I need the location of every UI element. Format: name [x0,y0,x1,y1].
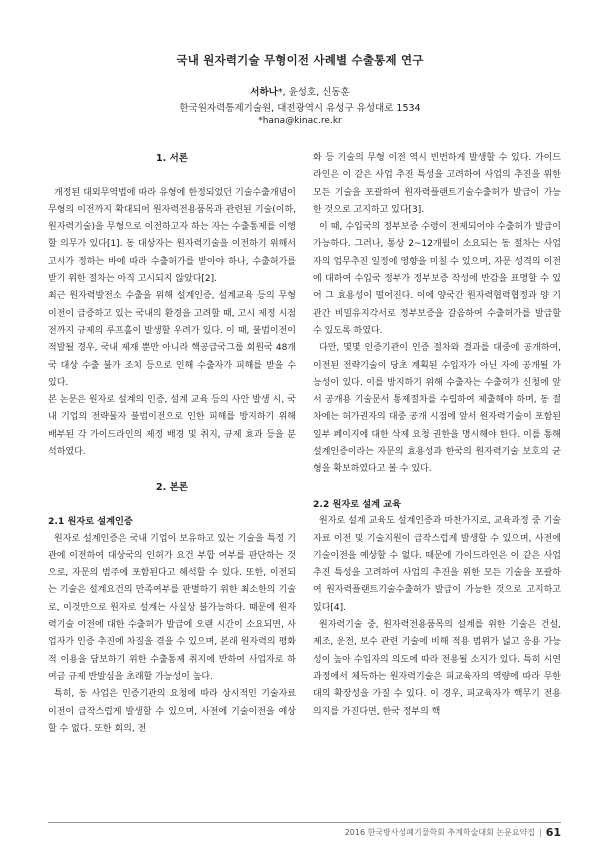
paragraph: 원자로 설계 교육도 설계인증과 마찬가지로, 교육과정 중 기술자료 이전 및 기술지원이 급작스럽게 발생할 수 있으며, 사전에 기술이전을 예상할 수 없다. 때문에 가이드라인은 이 같은 사업 추진 특성을 고려하여 사업의 추진을 위한 모든 기술을 포괄하여 원자력플랜트기술수출허가 발급이 가능한 것으로 고지하고 있다[4]. [313,516,561,613]
left-column [48,150,296,738]
paper-title: 국내 원자력기술 무형이전 사례별 수출통제 연구 [176,53,424,67]
paragraph: 본 논문은 원자로 설계의 인증, 설계 교육 등의 사안 발생 시, 국내 기업의 전략물자 불법이전으로 인한 피해를 방지하기 위해 배부된 각 가이드라인의 제정 배경 및 취지, 규제 효과 등을 분석하였다. [48,395,296,458]
section-heading-introduction: 1. 서론 [156,153,188,164]
affiliation: 한국원자력통제기술원, 대전광역시 유성구 유성대로 1534 [179,103,421,114]
paragraph: 최근 원자력발전소 수출을 위해 설계인증, 설계교육 등의 무형이전이 급증하고 있는 국내의 환경을 고려할 때, 고시 제정 시점 전까지 규제의 루프홀이 발생할 우려가 있다. 이 때, 불법이전이 적발될 경우, 국내 제재 뿐만 아니라 핵공급국그룹 회원국 48개국 대상 수출 불가 조치 등으로 인해 수출자가 피해를 받을 수 있다. [48,291,296,388]
corresponding-author: 서하나 [250,87,278,98]
subsection-heading-design-education: 2.2 원자로 설계 교육 [313,498,401,510]
subsection-heading-design-certification: 2.1 원자로 설계인증 [48,516,133,528]
paragraph: 개정된 대외무역법에 따라 유형에 한정되었던 기술수출개념이 무형의 이전까지 확대되어 원자력전용품목과 관련된 기술(이하, 원자력기술)을 무형으로 이전하고자 하는 자는 수출통제를 이행할 의무가 있다[1]. 동 대상자는 원자력기술을 이전하기 위해서 고시가 정하는 바에 따라 수출허가를 받아야 하나, 수출허가를 받기 위한 절차는 아직 고시되지 않았다[2]. [48,187,296,285]
co-authors: , 윤성호, 신동훈 [282,87,350,98]
author-email: *hana@kinac.re.kr [258,116,342,126]
page-number: 61 [545,826,561,839]
paragraph: 다만, 몇몇 인증기관이 인증 절차와 결과를 대중에 공개하여, 이전된 전략기술이 당초 계획된 수입자가 아닌 자에 공개될 가능성이 있다. 이를 방지하기 위해 수출자는 수출허가 신청에 앞서 공개용 기술문서 통제절차를 수립하여 제출해야 하며, 동 절차에는 허가권자의 대중 공개 시점에 앞서 원자력기술이 포함된 일부 페이지에 대한 삭제 요청 권한을 명시해야 한다. 이를 통해 설계인증이라는 자문의 효용성과 한국의 원자력기술 보호의 균형을 확보하였다고 볼 수 있다. [313,343,561,475]
corresponding-mark: * [277,87,283,98]
author-line [0,84,600,98]
paragraph: 화 등 기술의 무형 이전 역시 빈번하게 발생할 수 있다. 가이드라인은 이 같은 사업 추진 특성을 고려하여 사업의 추진을 위한 모든 기술을 포괄하여 원자력플랜트기술수출허가 발급이 가능한 것으로 고지하고 있다[3]. [313,153,561,215]
footer-separator: | [538,828,542,837]
paragraph: 이 때, 수입국의 정부보증 수령이 전제되어야 수출허가 발급이 가능하다. 그러나, 통상 2~12개월이 소요되는 동 절차는 사업자의 업무추진 일정에 영향을 미칠 수 있으며, 자문 성격의 이전에 대하여 수입국 정부가 정부보증 작성에 반감을 표명할 수 있어 그 효용성이 떨어진다. 이에 양국간 원자력협력협정과 양 기관간 비밀유지각서로 정부보증을 갈음하여 수출허가를 발급할 수 있도록 하였다. [313,222,561,336]
page-footer [345,826,561,839]
paragraph: 원자력기술 중, 원자력전용품목의 설계를 위한 기술은 건설, 제조, 운전, 보수 관련 기술에 비해 적용 범위가 넓고 응용 가능성이 높아 수입자의 의도에 따라 전용될 소지가 있다. 특히 시연과정에서 체득하는 원자력기술은 피교육자의 역량에 따라 무한대의 확장성을 가질 수 있다. 이 경우, 피교육자가 핵무기 전용 의지를 가진다면, 한국 정부의 핵 [313,620,561,717]
paragraph: 원자로 설계인증은 국내 기업이 보유하고 있는 기술을 특정 기관에 이전하여 대상국의 인허가 요건 부합 여부를 판단하는 것으로, 자문의 범주에 포함된다고 해석할 수 있다. 또한, 이전되는 기술은 설계요건의 만족여부를 판별하기 위한 최소한의 기술로, 이것만으로 원자로 설계는 사실상 불가능하다. 때문에 원자력기술 이전에 대한 수출허가 발급에 오랜 시간이 소요되면, 사업자가 인증 추진에 차질을 겪을 수 있으며, 본래 원자력의 평화적 이용을 담보하기 위한 수출통제 취지에 반하여 사업자로 하여금 규제 반발심을 초래할 가능성이 높다. [48,533,296,682]
section-heading-body: 2. 본론 [156,481,188,493]
conference-name: 2016 한국방사성폐기물학회 추계학술대회 논문요약집 [344,828,535,837]
right-column [313,150,561,721]
paragraph: 특히, 동 사업은 인증기관의 요청에 따라 상시적인 기술자료 이전이 급작스럽게 발생할 수 있으며, 사전에 기술이전을 예상할 수 없다. 또한 회의, 전 [48,689,296,734]
footer-divider [48,822,561,823]
